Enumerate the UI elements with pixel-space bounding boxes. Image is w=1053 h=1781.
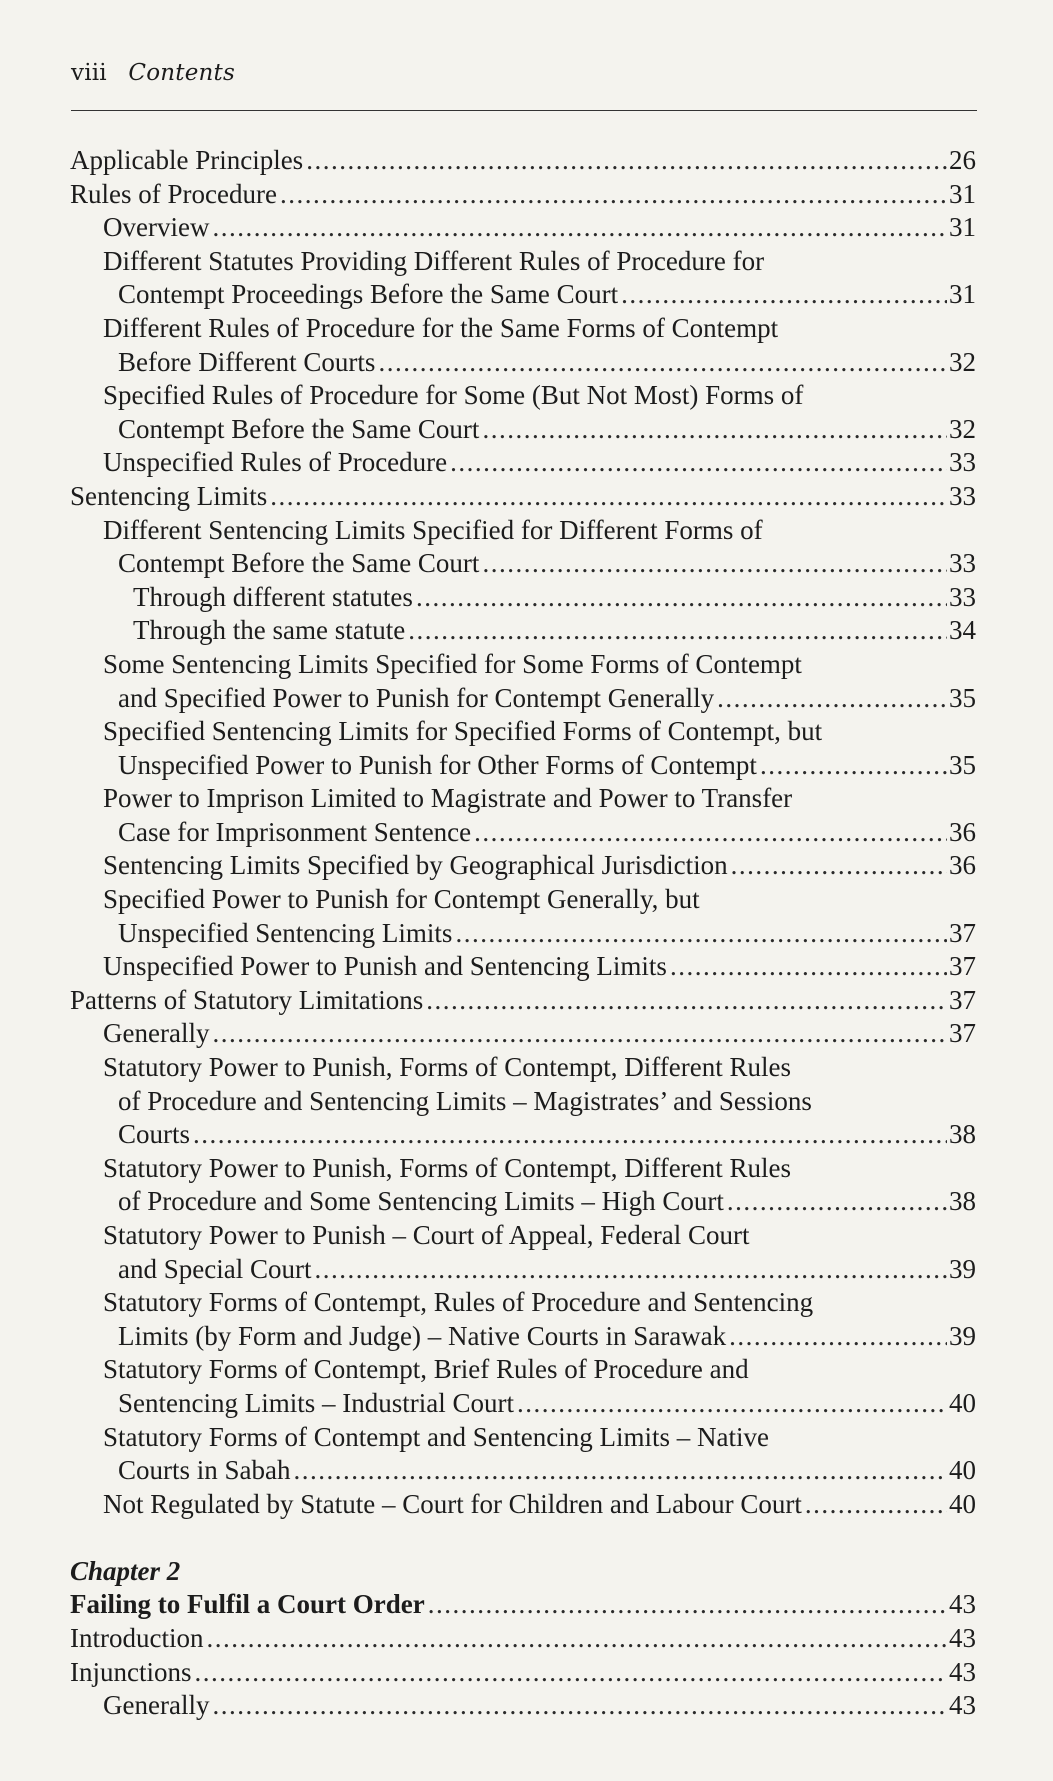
toc-entry[interactable] (70, 1051, 976, 1085)
toc-entry[interactable] (70, 1488, 976, 1522)
toc-entry[interactable] (70, 1622, 976, 1656)
dot-leader (517, 1387, 947, 1421)
toc-entry[interactable] (70, 1454, 976, 1488)
toc-entry-title: Contempt Before the Same Court (118, 413, 480, 444)
toc-entry-title: Statutory Forms of Contempt, Brief Rules of Procedure and (103, 1354, 749, 1385)
toc-entry[interactable] (70, 1085, 976, 1119)
toc-entry-page-number: 32 (949, 346, 976, 377)
dot-leader (378, 346, 947, 380)
toc-entry-title: Through different statutes (133, 581, 413, 612)
toc-entry-title: Injunctions (70, 1656, 192, 1687)
toc-entry-page-number: 43 (949, 1656, 976, 1687)
toc-entry-page-number: 33 (949, 581, 976, 612)
toc-entry-page-number: 26 (949, 145, 976, 175)
toc-entry-page-number: 37 (949, 917, 976, 948)
dot-leader (212, 211, 947, 245)
toc-entry-title: Before Different Courts (118, 346, 376, 377)
toc-entry[interactable] (70, 278, 976, 312)
toc-entry-title: Patterns of Statutory Limitations (70, 984, 424, 1015)
toc-entry[interactable] (70, 1152, 976, 1186)
toc-entry[interactable] (70, 581, 976, 615)
toc-entry-title: Contempt Proceedings Before the Same Court (118, 279, 619, 310)
toc-entry-title: Specified Power to Punish for Contempt Generally, but (103, 884, 700, 915)
toc-entry-title: and Special Court (118, 1253, 312, 1284)
toc-entry-page-number: 31 (949, 178, 976, 209)
toc-entry[interactable] (70, 1656, 976, 1690)
toc-entry-title: Statutory Power to Punish, Forms of Contempt, Different Rules (103, 1052, 791, 1083)
toc-entry[interactable] (70, 984, 976, 1018)
dot-leader (717, 682, 947, 716)
toc-entry[interactable] (70, 1185, 976, 1219)
toc-entry[interactable] (70, 1253, 976, 1287)
toc-entry-title: Sentencing Limits – Industrial Court (118, 1387, 514, 1418)
toc-entry-title: Overview (103, 212, 210, 243)
toc-entry-page-number: 43 (949, 1622, 976, 1653)
toc-entry-title: Unspecified Power to Punish for Other Forms of Contempt (118, 749, 757, 780)
dot-leader (306, 144, 947, 178)
toc-entry[interactable] (70, 1017, 976, 1051)
toc-entry[interactable] (70, 1286, 976, 1320)
dot-leader (729, 1320, 947, 1354)
toc-entry[interactable] (70, 782, 976, 816)
dot-leader (294, 1454, 948, 1488)
toc-entry[interactable] (70, 883, 976, 917)
toc-entry-title: Some Sentencing Limits Specified for Some Forms of Contempt (103, 648, 802, 679)
toc-entry-page-number: 40 (949, 1488, 976, 1519)
toc-entry-title: Not Regulated by Statute – Court for Children and Labour Court (103, 1488, 802, 1519)
toc-entry[interactable] (70, 144, 976, 178)
toc-entry[interactable] (70, 1689, 976, 1723)
dot-leader (426, 984, 947, 1018)
toc-entry[interactable] (70, 1320, 976, 1354)
toc-entry-title: Sentencing Limits Specified by Geographical Jurisdiction (103, 850, 728, 881)
dot-leader (212, 1689, 947, 1723)
toc-entry-page-number: 37 (949, 984, 976, 1015)
toc-entry[interactable] (70, 514, 976, 548)
dot-leader (482, 547, 947, 581)
toc-entry[interactable] (70, 211, 976, 245)
toc-entry-page-number: 36 (949, 850, 976, 881)
toc-entry-title: Statutory Power to Punish – Court of Appeal, Federal Court (103, 1220, 750, 1250)
chapter-title: Failing to Fulfil a Court Order (70, 1589, 425, 1620)
toc-entry-page-number: 36 (949, 816, 976, 847)
toc-entry[interactable] (70, 379, 976, 413)
toc-entry-page-number: 38 (949, 1119, 976, 1150)
toc-entry[interactable] (70, 816, 976, 850)
toc-entry-page-number: 39 (949, 1253, 976, 1284)
toc-entry-page-number: 40 (949, 1455, 976, 1486)
dot-leader (212, 1017, 947, 1051)
toc-entry[interactable] (70, 715, 976, 749)
toc-entry-page-number: 39 (949, 1320, 976, 1351)
toc-entry-title: Introduction (70, 1622, 204, 1653)
toc-entry-title: of Procedure and Sentencing Limits – Magistrates’ and Sessions (118, 1085, 812, 1116)
toc-entry-page-number: 31 (949, 212, 976, 243)
toc-entry[interactable] (70, 480, 976, 514)
chapter-label: Chapter 2 (70, 1556, 181, 1587)
toc-section-chapter-2 (70, 1622, 976, 1723)
toc-entry-title: Unspecified Rules of Procedure (103, 447, 448, 478)
dot-leader (474, 816, 947, 850)
toc-entry[interactable] (70, 1118, 976, 1152)
chapter-gap (70, 1521, 976, 1554)
toc-entry[interactable] (70, 346, 976, 380)
toc-entry[interactable] (70, 1387, 976, 1421)
toc-entry-page-number: 34 (949, 615, 976, 646)
toc-entry-title: Unspecified Power to Punish and Sentencing Limits (103, 951, 667, 982)
dot-leader (731, 849, 947, 883)
toc-entry-title: Specified Rules of Procedure for Some (But Not Most) Forms of (103, 380, 804, 411)
dot-leader (314, 1253, 947, 1287)
toc-entry-title: Different Sentencing Limits Specified for Different Forms of (103, 514, 763, 545)
chapter-page-number: 43 (949, 1589, 976, 1620)
dot-leader (670, 950, 947, 984)
toc-entry-page-number: 35 (949, 682, 976, 713)
toc-entry[interactable] (70, 178, 976, 212)
dot-leader (428, 1588, 947, 1622)
toc-entry[interactable] (70, 245, 976, 279)
toc-entry-title: Statutory Power to Punish, Forms of Contempt, Different Rules (103, 1152, 791, 1183)
dot-leader (805, 1488, 947, 1522)
toc-entry[interactable] (70, 950, 976, 984)
toc-entry-title: Generally (103, 1018, 210, 1049)
toc-entry-page-number: 31 (949, 279, 976, 310)
toc-entry[interactable] (70, 446, 976, 480)
toc-entry-title: Contempt Before the Same Court (118, 548, 480, 579)
toc-entry[interactable] (70, 917, 976, 951)
dot-leader (450, 446, 947, 480)
toc-entry-title: Generally (103, 1690, 210, 1721)
toc-entry-page-number: 35 (949, 749, 976, 780)
toc-entry-title: Courts (118, 1119, 191, 1150)
toc-entry-title: Applicable Principles (70, 145, 304, 175)
page-folio: viii (71, 60, 107, 86)
toc-entry-page-number: 38 (949, 1186, 976, 1217)
toc-entry-title: Power to Imprison Limited to Magistrate and Power to Transfer (103, 783, 793, 814)
toc-entry-title: and Specified Power to Punish for Contempt Generally (118, 682, 715, 713)
toc-entry-title: Different Statutes Providing Different Rules of Procedure for (103, 245, 765, 276)
dot-leader (455, 917, 947, 951)
dot-leader (195, 1656, 948, 1690)
toc-entry[interactable] (70, 312, 976, 346)
toc-entry-title: Statutory Forms of Contempt and Sentencing Limits – Native (103, 1421, 769, 1452)
chapter-title-entry[interactable] (70, 1588, 976, 1622)
toc-entry-title: Limits (by Form and Judge) – Native Courts in Sarawak (118, 1320, 727, 1351)
toc-entry-page-number: 33 (949, 447, 976, 478)
toc-entry-page-number: 33 (949, 548, 976, 579)
table-of-contents (70, 144, 976, 1723)
dot-leader (280, 178, 947, 212)
toc-entry-title: Case for Imprisonment Sentence (118, 816, 472, 847)
dot-leader (408, 614, 947, 648)
toc-entry-title: Sentencing Limits (70, 480, 268, 511)
running-head-title: Contents (128, 60, 235, 86)
toc-entry[interactable] (70, 648, 976, 682)
toc-entry-title: Different Rules of Procedure for the Same Forms of Contempt (103, 312, 779, 343)
dot-leader (416, 581, 947, 615)
toc-entry-title: Rules of Procedure (70, 178, 277, 209)
dot-leader (482, 413, 947, 447)
toc-entry-title: Through the same statute (133, 615, 406, 646)
toc-entry-page-number: 37 (949, 951, 976, 982)
toc-section-chapter-1 (70, 144, 976, 1521)
toc-entry-page-number: 43 (949, 1690, 976, 1721)
dot-leader (270, 480, 947, 514)
toc-entry[interactable] (70, 749, 976, 783)
toc-entry-title: Courts in Sabah (118, 1455, 291, 1486)
toc-entry[interactable] (70, 1219, 976, 1253)
toc-entry[interactable] (70, 413, 976, 447)
toc-entry[interactable] (70, 849, 976, 883)
toc-entry-page-number: 32 (949, 413, 976, 444)
toc-entry-page-number: 37 (949, 1018, 976, 1049)
toc-entry[interactable] (70, 614, 976, 648)
dot-leader (727, 1185, 947, 1219)
toc-entry-title: of Procedure and Some Sentencing Limits – High Court (118, 1186, 724, 1217)
dot-leader (193, 1118, 947, 1152)
dot-leader (760, 749, 947, 783)
toc-entry-page-number: 40 (949, 1387, 976, 1418)
toc-entry-page-number: 33 (949, 480, 976, 511)
toc-entry[interactable] (70, 1353, 976, 1387)
running-head (71, 60, 235, 86)
toc-entry[interactable] (70, 547, 976, 581)
toc-entry-title: Unspecified Sentencing Limits (118, 917, 453, 948)
toc-entry-title: Statutory Forms of Contempt, Rules of Procedure and Sentencing (103, 1287, 814, 1318)
toc-entry[interactable] (70, 682, 976, 716)
header-rule (71, 110, 977, 111)
toc-entry[interactable] (70, 1421, 976, 1455)
dot-leader (206, 1622, 947, 1656)
dot-leader (621, 278, 947, 312)
toc-entry-title: Specified Sentencing Limits for Specified Forms of Contempt, but (103, 716, 823, 747)
